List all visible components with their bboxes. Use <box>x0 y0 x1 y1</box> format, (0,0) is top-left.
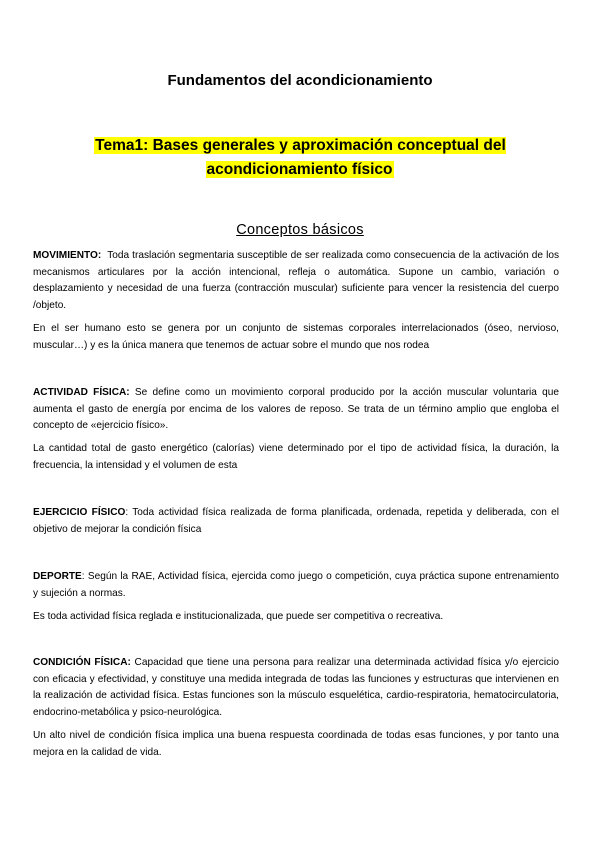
actividad-fisica-definition <box>33 385 559 435</box>
deporte-text: : Según la RAE, Actividad física, ejercida como juego o competición, cuya práctica supone entrenamiento y sujeción a normas. <box>33 571 559 599</box>
document-title: Fundamentos del acondicionamiento <box>167 72 433 89</box>
condicion-fisica-text: Capacidad que tiene una persona para realizar una determinada actividad física y/o ejercicio con eficacia y efectividad, y constituye una medida integrada de todas las funciones y estructuras que intervienen en la realización de actividad física. Estas funciones son la músculo esquelética, cardio-respiratoria, hematocirculatoria, endocrino-metabólica y psico-neurológica. <box>33 657 559 718</box>
ejercicio-fisico-text: : Toda actividad física realizada de forma planificada, ordenada, repetida y deliberada, con el objetivo de mejorar la condición física <box>33 507 560 535</box>
condicion-fisica-note: Un alto nivel de condición física implica una buena respuesta coordinada de todas esas funciones, y por tanto una mejora en la calidad de vida. <box>33 730 559 758</box>
movimiento-term: MOVIMIENTO: <box>33 250 102 261</box>
topic-title-highlight: Tema1: Bases generales y aproximación conceptual del acondicionamiento físico <box>95 137 506 178</box>
movimiento-text: Toda traslación segmentaria susceptible de ser realizada como consecuencia de la activación de los mecanismos articulares por la acción intencional, refleja o automática. Supone un cambio, variación o desplazamiento y necesidad de una fuerza (contracción muscular) suficiente para vencer la resistencia del cuerpo /objeto. <box>33 250 559 311</box>
condicion-fisica-definition <box>33 655 559 721</box>
deporte-note: Es toda actividad física reglada e institucionalizada, que puede ser competitiva o recreativa. <box>33 611 444 622</box>
condicion-fisica-term: CONDICIÓN FÍSICA: <box>33 657 131 668</box>
movimiento-note: En el ser humano esto se genera por un conjunto de sistemas corporales interrelacionados (óseo, nervioso, muscular…) y es la única manera que tenemos de actuar sobre el mundo que nos rodea <box>33 323 559 351</box>
actividad-fisica-term: ACTIVIDAD FÍSICA: <box>33 387 130 398</box>
actividad-fisica-note: La cantidad total de gasto energético (calorías) viene determinado por el tipo de actividad física, la duración, la frecuencia, la intensidad y el volumen de esta <box>33 443 559 471</box>
deporte-definition <box>33 569 559 602</box>
deporte-term: DEPORTE <box>33 571 82 582</box>
actividad-fisica-text: Se define como un movimiento corporal producido por la acción muscular voluntaria que aumenta el gasto de energía por encima de los valores de reposo. Se trata de un término amplio que engloba el concepto de «ejercicio físico». <box>33 387 559 432</box>
ejercicio-fisico-term: EJERCICIO FÍSICO <box>33 507 126 518</box>
ejercicio-fisico-definition <box>33 505 559 538</box>
movimiento-definition <box>33 248 559 314</box>
section-heading: Conceptos básicos <box>236 222 364 238</box>
topic-title <box>40 134 560 182</box>
